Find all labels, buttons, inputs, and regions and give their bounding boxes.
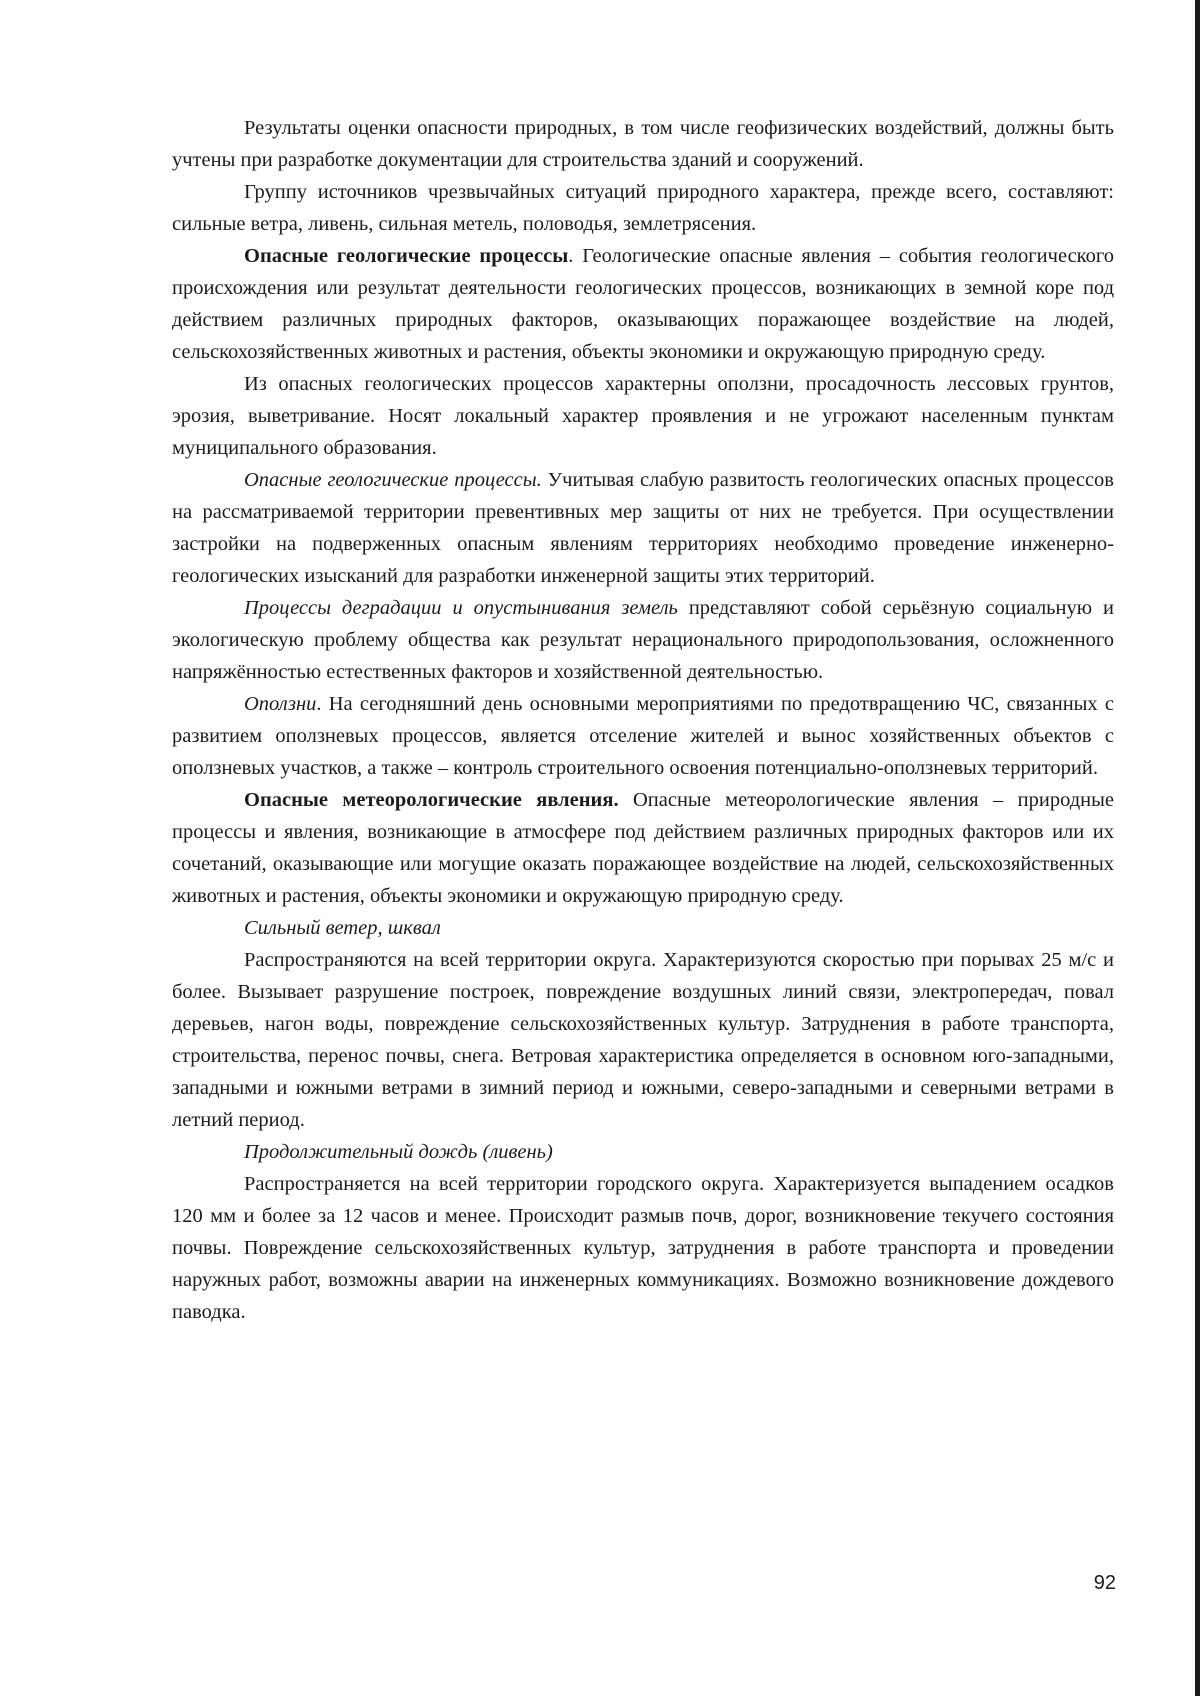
- paragraph-geological-processes: [172, 240, 1114, 368]
- subheading-prolonged-rain: [172, 1136, 1114, 1168]
- paragraph-emergency-sources: [172, 176, 1114, 240]
- paragraph-text: Из опасных геологических процессов характерны оползни, просадочность лессовых грунтов, эрозия, выветривание. Носят локальный характер проявления и не угрожают населенным пунктам муниципального образования.: [172, 373, 1114, 459]
- paragraph-text: . Геологические опасные явления – события геологического происхождения или результат деятельности геологических процессов, возникающих в земной коре под действием различных природных факторов, оказывающих поражающее воздействие на людей, сельскохозяйственных животных и растения, объекты экономики и окружающую природную среду.: [172, 245, 1114, 363]
- paragraph-text: Группу источников чрезвычайных ситуаций природного характера, прежде всего, составляют: сильные ветра, ливень, сильная метель, половодья, землетрясения.: [172, 181, 1114, 235]
- paragraph-hazard-assessment: [172, 112, 1114, 176]
- page-number: 92: [1093, 1572, 1116, 1594]
- paragraph-text: Учитывая слабую развитость геологических опасных процессов на рассматриваемой территории превентивных мер защиты от них не требуется. При осуществлении застройки на подверженных опасным явлениям территориях необходимо проведение инженерно-геологических изысканий для разработки инженерной защиты этих территорий.: [172, 469, 1114, 587]
- bold-lead-term: Опасные геологические процессы: [244, 245, 569, 267]
- paragraph-text: представляют собой серьёзную социальную и экологическую проблему общества как результат нерационального природопользования, осложненного напряжённостью естественных факторов и хозяйственной деятельностью.: [172, 597, 1114, 683]
- paragraph-text: Распространяются на всей территории округа. Характеризуются скоростью при порывах 25 м/с и более. Вызывает разрушение построек, повреждение воздушных линий связи, электропередач, повал деревьев, нагон воды, повреждение сельскохозяйственных культур. Затруднения в работе транспорта, строительства, перенос почвы, снега. Ветровая характеристика определяется в основном юго-западными, западными и южными ветрами в зимний период и южными, северо-западными и северными ветрами в летний период.: [172, 949, 1114, 1131]
- paragraph-text: Распространяется на всей территории городского округа. Характеризуется выпадением осадков 120 мм и более за 12 часов и менее. Происходит размыв почв, дорог, возникновение текучего состояния почвы. Повреждение сельскохозяйственных культур, затруднения в работе транспорта и проведении наружных работ, возможны аварии на инженерных коммуникациях. Возможно возникновение дождевого паводка.: [172, 1173, 1114, 1323]
- paragraph-text: Опасные метеорологические явления – природные процессы и явления, возникающие в атмосфере под действием различных природных факторов или их сочетаний, оказывающие или могущие оказать поражающее воздействие на людей, сельскохозяйственных животных и растения, объекты экономики и окружающую природную среду.: [172, 789, 1114, 907]
- italic-subheading: Продолжительный дождь (ливень): [244, 1141, 553, 1163]
- paragraph-prolonged-rain: [172, 1168, 1114, 1328]
- paragraph-text: Результаты оценки опасности природных, в том числе геофизических воздействий, должны быть учтены при разработке документации для строительства зданий и сооружений.: [172, 117, 1114, 171]
- paragraph-strong-wind: [172, 944, 1114, 1136]
- paragraph-landslides: [172, 688, 1114, 784]
- paragraph-geological-protection: [172, 464, 1114, 592]
- bold-lead-term: Опасные метеорологические явления.: [244, 789, 619, 811]
- italic-subheading: Сильный ветер, шквал: [244, 917, 441, 939]
- page-edge-border: [1195, 0, 1200, 1696]
- document-body: [172, 112, 1114, 1328]
- paragraph-text: . На сегодняшний день основными мероприятиями по предотвращению ЧС, связанных с развитием оползневых процессов, является отселение жителей и вынос хозяйственных объектов с оползневых участков, а также – контроль строительного освоения потенциально-оползневых территорий.: [172, 693, 1114, 779]
- italic-lead-term: Процессы деградации и опустынивания земель: [244, 597, 678, 619]
- italic-lead-term: Опасные геологические процессы.: [244, 469, 542, 491]
- paragraph-geological-examples: [172, 368, 1114, 464]
- paragraph-meteorological-phenomena: [172, 784, 1114, 912]
- italic-lead-term: Оползни: [244, 693, 317, 715]
- paragraph-land-degradation: [172, 592, 1114, 688]
- subheading-strong-wind: [172, 912, 1114, 944]
